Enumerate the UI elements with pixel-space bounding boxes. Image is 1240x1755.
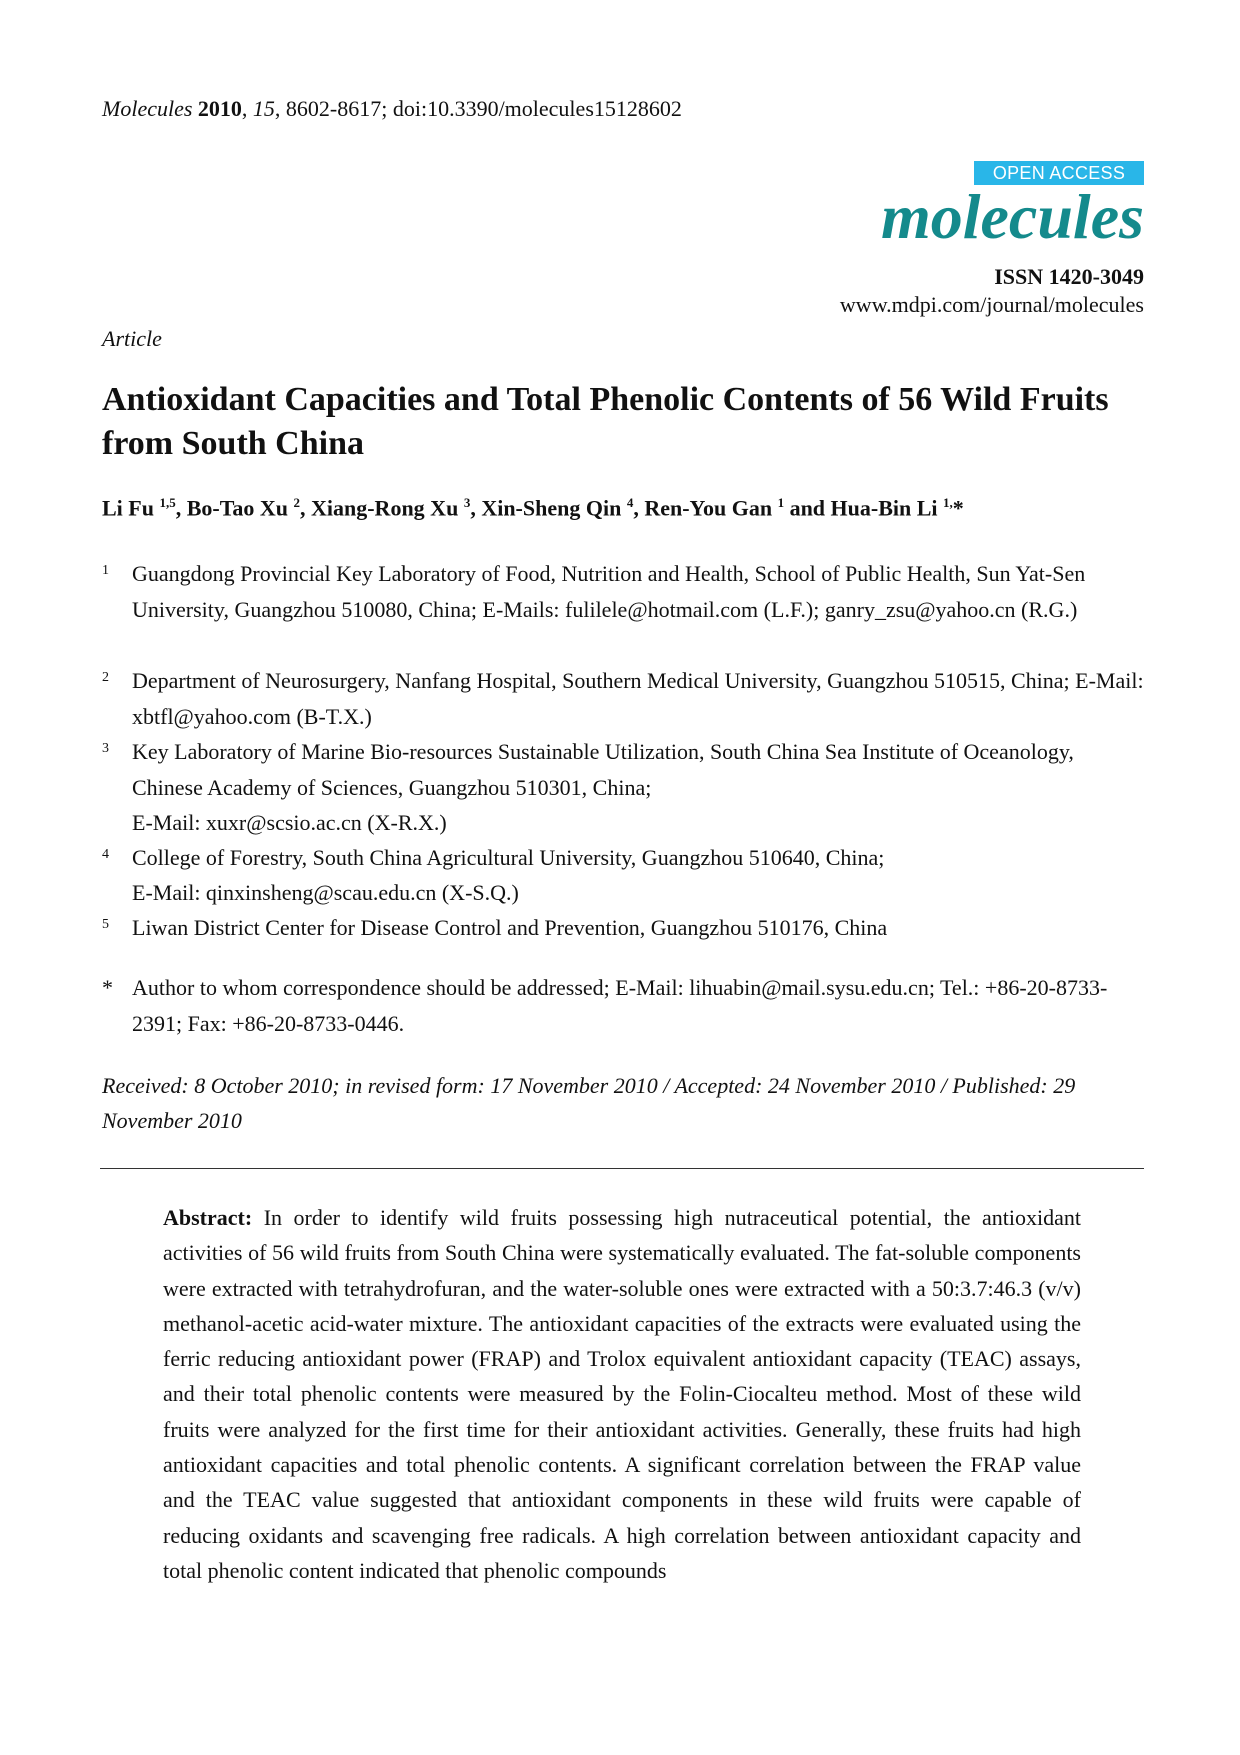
affiliation-text: College of Forestry, South China Agricultural University, Guangzhou 510640, China; [132,845,885,870]
affiliation-2 [102,663,1144,734]
author-separator: * [952,495,964,521]
journal-url[interactable]: www.mdpi.com/journal/molecules [839,292,1144,317]
affiliation-mark: 5 [102,917,109,932]
author-affil-sup: 4 [626,495,634,510]
author: Li Fu [102,495,160,521]
author-separator: , [300,495,311,521]
author-affil-sup: 3 [463,495,471,510]
abstract-label: Abstract: [163,1205,253,1230]
author: Bo-Tao Xu [186,495,294,521]
affiliation-3 [102,734,1144,805]
author-list [102,495,964,521]
author-affil-sup: 2 [293,495,300,510]
author-affil-sup: 1,5 [159,495,176,510]
affiliation-mark: 3 [102,741,109,756]
open-access-badge: OPEN ACCESS [974,161,1144,185]
author-separator: , [175,495,187,521]
affiliation-text: Guangdong Provincial Key Laboratory of Food, Nutrition and Health, School of Public Health, Sun Yat-Sen University, Guangzhou 510080, China; E-Mails: fulilele@hotmail.com (L.F.); ganry_zsu@yahoo.cn (R.G.) [132,561,1086,622]
correspondence-mark: * [102,975,113,1000]
citation-volume: 15 [252,96,275,121]
affiliation-mark: 2 [102,670,109,685]
citation-line: Molecules 2010, 15, 8602-8617; doi:10.3390/molecules15128602 [102,96,682,121]
article-title: Antioxidant Capacities and Total Phenolic Contents of 56 Wild Fruits from South China [102,381,1109,462]
affiliation-4-email [102,875,1144,911]
author-separator: and [784,495,831,521]
article-type: Article [102,326,162,351]
abstract [163,1200,1081,1588]
citation-journal: Molecules [102,96,193,121]
affiliation-4 [102,840,1144,876]
author-separator: , [633,495,645,521]
author: Xin-Sheng Qin [481,495,627,521]
affiliation-5 [102,910,1144,946]
author-affil-sup: 1, [943,495,953,510]
affiliation-text: E-Mail: qinxinsheng@scau.edu.cn (X-S.Q.) [132,880,519,905]
affiliation-3-email [102,805,1144,841]
affiliation-text: Department of Neurosurgery, Nanfang Hospital, Southern Medical University, Guangzhou 510515, China; E-Mail: xbtfl@yahoo.com (B-T.X.) [132,668,1144,729]
citation-year: 2010 [197,96,242,121]
affiliation-1 [102,556,1144,627]
affiliation-mark: 4 [102,847,109,862]
affiliation-text: Key Laboratory of Marine Bio-resources Sustainable Utilization, South China Sea Institute of Oceanology, Chinese Academy of Sciences, Guangzhou 510301, China; [132,739,1074,800]
publication-dates: Received: 8 October 2010; in revised form: 17 November 2010 / Accepted: 24 November 2010 / Published: 29 November 2010 [102,1073,1076,1133]
issn: ISSN 1420-3049 [994,264,1144,289]
author: Xiang-Rong Xu [311,495,464,521]
citation-rest: , 8602-8617; doi:10.3390/molecules15128602 [274,96,682,121]
author: Ren-You Gan [644,495,778,521]
author-separator: , [470,495,482,521]
affiliation-text: E-Mail: xuxr@scsio.ac.cn (X-R.X.) [132,810,447,835]
correspondence [102,970,1144,1041]
correspondence-text: Author to whom correspondence should be addressed; E-Mail: lihuabin@mail.sysu.edu.cn; Tel.: +86-20-8733-2391; Fax: +86-20-8733-0446. [132,975,1108,1036]
divider [100,1168,1144,1169]
author: Hua-Bin Li [830,495,944,521]
abstract-text: In order to identify wild fruits possessing high nutraceutical potential, the antioxidant activities of 56 wild fruits from South China were systematically evaluated. The fat-soluble components were extracted with tetrahydrofuran, and the water-soluble ones were extracted with a 50:3.7:46.3 (v/v) methanol-acetic acid-water mixture. The antioxidant capacities of the extracts were evaluated using the ferric reducing antioxidant power (FRAP) and Trolox equivalent antioxidant capacity (TEAC) assays, and their total phenolic contents were measured by the Folin-Ciocalteu method. Most of these wild fruits were analyzed for the first time for their antioxidant activities. Generally, these fruits had high antioxidant capacities and total phenolic contents. A significant correlation between the FRAP value and the TEAC value suggested that antioxidant components in these wild fruits were capable of reducing oxidants and scavenging free radicals. A high correlation between antioxidant capacity and total phenolic content indicated that phenolic compounds [163,1205,1081,1583]
author-affil-sup: 1 [777,495,785,510]
journal-logo: molecules [880,181,1144,252]
affiliation-mark: 1 [102,563,109,578]
affiliation-text: Liwan District Center for Disease Control and Prevention, Guangzhou 510176, China [132,915,888,940]
